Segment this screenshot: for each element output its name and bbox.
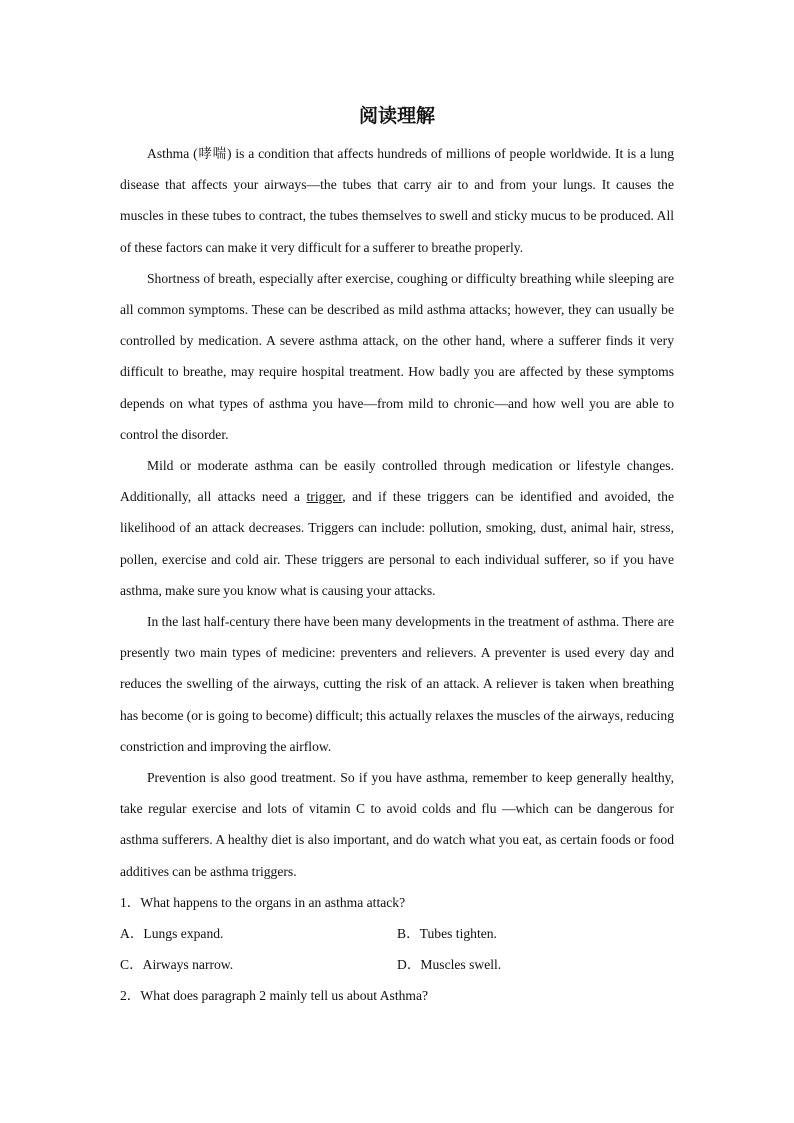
- option-c: C．Airways narrow.: [120, 957, 234, 973]
- paragraph-3-text-before: Mild or moderate asthma can be easily controlled through medication or lifestyle changes. Additionally, all attacks need a: [120, 458, 674, 505]
- question-2: 2．What does paragraph 2 mainly tell us about Asthma?: [120, 988, 429, 1004]
- document-page: [120, 102, 674, 1012]
- option-a: A．Lungs expand.: [120, 926, 224, 942]
- paragraph-2: Shortness of breath, especially after exercise, coughing or difficulty breathing while sleeping are all common symptoms. These can be described as mild asthma attacks; however, they can usually be controlled by medication. A severe asthma attack, on the other hand, where a sufferer finds it very difficult to breathe, may require hospital treatment. How badly you are affected by these symptoms depends on what types of asthma you have—from mild to chronic—and how well you are able to control the disorder.: [120, 270, 674, 442]
- paragraph-5: Prevention is also good treatment. So if you have asthma, remember to keep generally healthy, take regular exercise and lots of vitamin C to avoid colds and flu —which can be dangerous for asthma sufferers. A healthy diet is also important, and do watch what you eat, as certain foods or food additives can be asthma triggers.: [120, 770, 674, 879]
- page-title: 阅读理解: [358, 106, 435, 127]
- paragraph-3: [120, 450, 674, 606]
- option-b: B．Tubes tighten.: [397, 926, 497, 942]
- question-1: 1．What happens to the organs in an asthma attack?: [120, 894, 406, 910]
- paragraph-1: Asthma (哮喘) is a condition that affects hundreds of millions of people worldwide. It is a lung disease that affects your airways—the tubes that carry air to and from your lungs. It causes the muscles in these tubes to contract, the tubes themselves to swell and sticky mucus to be produced. All of these factors can make it very difficult for a sufferer to breathe properly.: [120, 146, 674, 255]
- option-d: D．Muscles swell.: [397, 957, 502, 973]
- question-1-options: [120, 918, 674, 980]
- paragraph-3-text-after: , and if these triggers can be identified and avoided, the likelihood of an attack decreases. Triggers can include: pollution, smoking, dust, animal hair, stress, pollen, exercise and cold air. These triggers are personal to each individual sufferer, so if you have asthma, make sure you know what is causing your attacks.: [120, 489, 674, 598]
- underlined-word-trigger: trigger: [306, 489, 343, 505]
- paragraph-4: In the last half-century there have been many developments in the treatment of asthma. There are presently two main types of medicine: preventers and relievers. A preventer is used every day and reduces the swelling of the airways, cutting the risk of an attack. A reliever is taken when breathing has become (or is going to become) difficult; this actually relaxes the muscles of the airways, reducing constriction and improving the airflow.: [120, 614, 674, 754]
